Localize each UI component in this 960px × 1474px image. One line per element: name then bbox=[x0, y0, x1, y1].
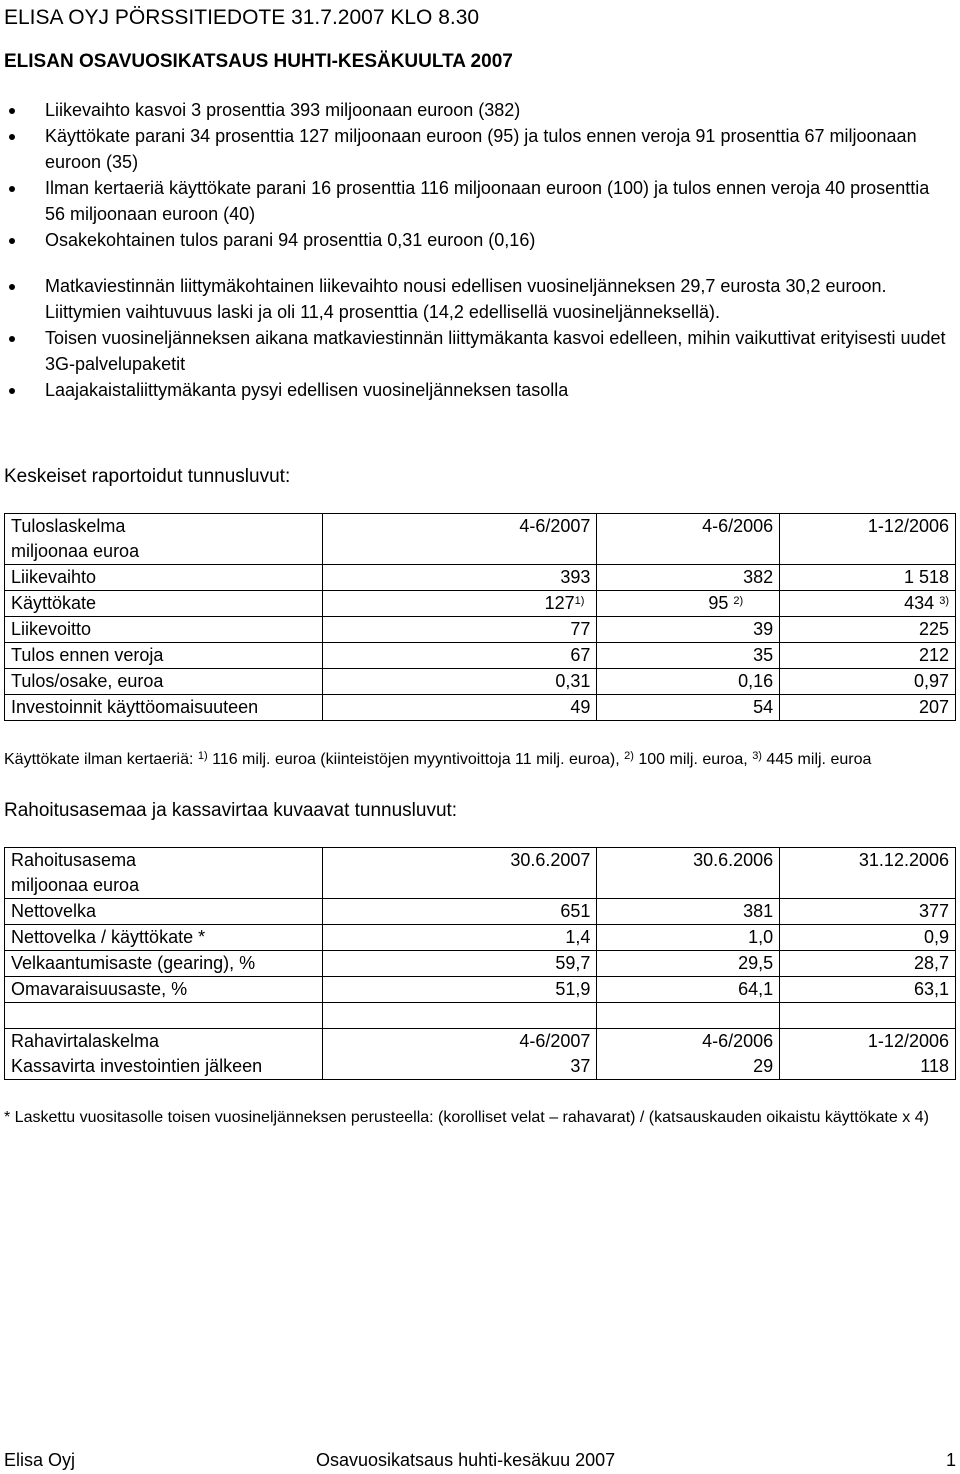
table-cell: Tuloslaskelma bbox=[5, 514, 323, 540]
table-cell: 0,97 bbox=[780, 669, 956, 695]
table-cell bbox=[780, 591, 956, 617]
highlights-list bbox=[0, 97, 960, 403]
note-text: 445 milj. euroa bbox=[761, 751, 872, 768]
cell-value: 95 bbox=[708, 593, 729, 613]
note-text: Käyttökate ilman kertaeriä: bbox=[4, 751, 198, 768]
table-cell: 1,4 bbox=[322, 925, 597, 951]
table-cell: 1-12/2006 bbox=[780, 1029, 956, 1055]
footnote-marker: 1) bbox=[574, 595, 585, 607]
report-title: ELISAN OSAVUOSIKATSAUS HUHTI-KESÄKUULTA 2007 bbox=[4, 51, 513, 72]
table-cell: 377 bbox=[780, 899, 956, 925]
table-cell: Nettovelka / käyttökate * bbox=[5, 925, 323, 951]
table-cell: 30.6.2007 bbox=[322, 848, 597, 874]
table-cell: Tulos ennen veroja bbox=[5, 643, 323, 669]
table-cell: 0,9 bbox=[780, 925, 956, 951]
highlight-item: Liikevaihto kasvoi 3 prosenttia 393 miljoonaan euroon (382) bbox=[0, 97, 960, 123]
table-cell: 118 bbox=[780, 1054, 956, 1080]
table-row bbox=[5, 951, 956, 977]
table-cell: Liikevoitto bbox=[5, 617, 323, 643]
table-cell: 28,7 bbox=[780, 951, 956, 977]
ebitda-note bbox=[4, 747, 954, 773]
table-cell: Omavaraisuusaste, % bbox=[5, 977, 323, 1003]
gearing-footnote: * Laskettu vuositasolle toisen vuosineljänneksen perusteella: (korolliset velat – rahavarat) / (katsauskauden oikaistu käyttökate x 4) bbox=[4, 1109, 929, 1126]
table-cell: Liikevaihto bbox=[5, 565, 323, 591]
table-cell: Investoinnit käyttöomaisuuteen bbox=[5, 695, 323, 721]
table-cell: 54 bbox=[597, 695, 780, 721]
highlight-item: Laajakaistaliittymäkanta pysyi edellisen vuosineljänneksen tasolla bbox=[0, 377, 960, 403]
table-cell: 30.6.2006 bbox=[597, 848, 780, 874]
key-figures-heading: Keskeiset raportoidut tunnusluvut: bbox=[4, 466, 291, 487]
cashflow-header-row bbox=[5, 1029, 956, 1055]
table-row bbox=[5, 695, 956, 721]
financing-table bbox=[4, 847, 956, 1080]
table-cell: 29 bbox=[597, 1054, 780, 1080]
table-row bbox=[5, 643, 956, 669]
table-cell: 1 518 bbox=[780, 565, 956, 591]
table-cell: 39 bbox=[597, 617, 780, 643]
table-cell: Käyttökate bbox=[5, 591, 323, 617]
highlight-item: Toisen vuosineljänneksen aikana matkaviestinnän liittymäkanta kasvoi edelleen, mihin vaikuttivat erityisesti uudet 3G-palvelupaketit bbox=[0, 325, 960, 377]
table-cell: 382 bbox=[597, 565, 780, 591]
table-cell: 4-6/2007 bbox=[322, 514, 597, 540]
financing-heading: Rahoitusasemaa ja kassavirtaa kuvaavat tunnusluvut: bbox=[4, 800, 458, 821]
table-cell: 35 bbox=[597, 643, 780, 669]
income-statement-table bbox=[4, 513, 956, 721]
table-cell: 225 bbox=[780, 617, 956, 643]
table-cell: Rahoitusasema bbox=[5, 848, 323, 874]
table-unit-row bbox=[5, 539, 956, 565]
table-cell: 1,0 bbox=[597, 925, 780, 951]
table-cell: 212 bbox=[780, 643, 956, 669]
footnote-marker: 3) bbox=[939, 595, 949, 607]
table-cell: 393 bbox=[322, 565, 597, 591]
footer-company: Elisa Oyj bbox=[4, 1450, 76, 1470]
table-row bbox=[5, 617, 956, 643]
table-cell: 37 bbox=[322, 1054, 597, 1080]
table-cell: 1-12/2006 bbox=[780, 514, 956, 540]
highlight-item: Ilman kertaeriä käyttökate parani 16 prosenttia 116 miljoonaan euroon (100) ja tulos ennen veroja 40 prosenttia 56 miljoonaan euroon (40) bbox=[0, 175, 960, 227]
table-header-row bbox=[5, 848, 956, 874]
table-unit-row bbox=[5, 873, 956, 899]
table-cell: 59,7 bbox=[322, 951, 597, 977]
table-header-row bbox=[5, 514, 956, 540]
table-cell: 67 bbox=[322, 643, 597, 669]
table-cell: Kassavirta investointien jälkeen bbox=[5, 1054, 323, 1080]
table-cell: 4-6/2006 bbox=[597, 1029, 780, 1055]
table-cell: 207 bbox=[780, 695, 956, 721]
footnote-marker: 1) bbox=[197, 750, 208, 762]
cell-value: 434 bbox=[904, 593, 935, 613]
table-cell bbox=[322, 591, 597, 617]
table-cell: 381 bbox=[597, 899, 780, 925]
table-cell: 51,9 bbox=[322, 977, 597, 1003]
highlight-item: Osakekohtainen tulos parani 94 prosenttia 0,31 euroon (0,16) bbox=[0, 227, 960, 253]
table-cell: 0,16 bbox=[597, 669, 780, 695]
table-cell: 63,1 bbox=[780, 977, 956, 1003]
table-cell: miljoonaa euroa bbox=[5, 873, 323, 899]
table-cell: 77 bbox=[322, 617, 597, 643]
table-cell: 49 bbox=[322, 695, 597, 721]
table-spacer-row bbox=[5, 1003, 956, 1029]
table-row bbox=[5, 925, 956, 951]
table-cell bbox=[597, 591, 780, 617]
table-cell: 29,5 bbox=[597, 951, 780, 977]
release-header: ELISA OYJ PÖRSSITIEDOTE 31.7.2007 KLO 8.30 bbox=[4, 6, 480, 29]
note-text: 100 milj. euroa, bbox=[633, 751, 753, 768]
footnote-marker: 3) bbox=[752, 750, 762, 762]
table-cell: 31.12.2006 bbox=[780, 848, 956, 874]
table-row bbox=[5, 977, 956, 1003]
page-number: 1 bbox=[945, 1450, 956, 1470]
table-row bbox=[5, 899, 956, 925]
table-row bbox=[5, 591, 956, 617]
table-cell: Tulos/osake, euroa bbox=[5, 669, 323, 695]
table-cell: 4-6/2007 bbox=[322, 1029, 597, 1055]
table-row bbox=[5, 1054, 956, 1080]
highlight-item: Käyttökate parani 34 prosenttia 127 miljoonaan euroon (95) ja tulos ennen veroja 91 prosenttia 67 miljoonaan euroon (35) bbox=[0, 123, 960, 175]
highlight-item: Matkaviestinnän liittymäkohtainen liikevaihto nousi edellisen vuosineljänneksen 29,7 eurosta 30,2 euroon. Liittymien vaihtuvuus laski ja oli 11,4 prosenttia (14,2 edellisellä vuosineljänneksellä). bbox=[0, 273, 960, 325]
footnote-marker: 2) bbox=[624, 750, 634, 762]
table-cell: Nettovelka bbox=[5, 899, 323, 925]
footer-document: Osavuosikatsaus huhti-kesäkuu 2007 bbox=[316, 1450, 616, 1470]
note-text: 116 milj. euroa (kiinteistöjen myyntivoittoja 11 milj. euroa), bbox=[207, 751, 625, 768]
table-cell: 64,1 bbox=[597, 977, 780, 1003]
table-row bbox=[5, 565, 956, 591]
table-row bbox=[5, 669, 956, 695]
cell-value: 127 bbox=[544, 593, 575, 613]
table-cell: miljoonaa euroa bbox=[5, 539, 323, 565]
table-cell: 4-6/2006 bbox=[597, 514, 780, 540]
table-cell: Rahavirtalaskelma bbox=[5, 1029, 323, 1055]
table-cell: Velkaantumisaste (gearing), % bbox=[5, 951, 323, 977]
table-cell: 0,31 bbox=[322, 669, 597, 695]
table-cell: 651 bbox=[322, 899, 597, 925]
footnote-marker: 2) bbox=[733, 595, 744, 607]
